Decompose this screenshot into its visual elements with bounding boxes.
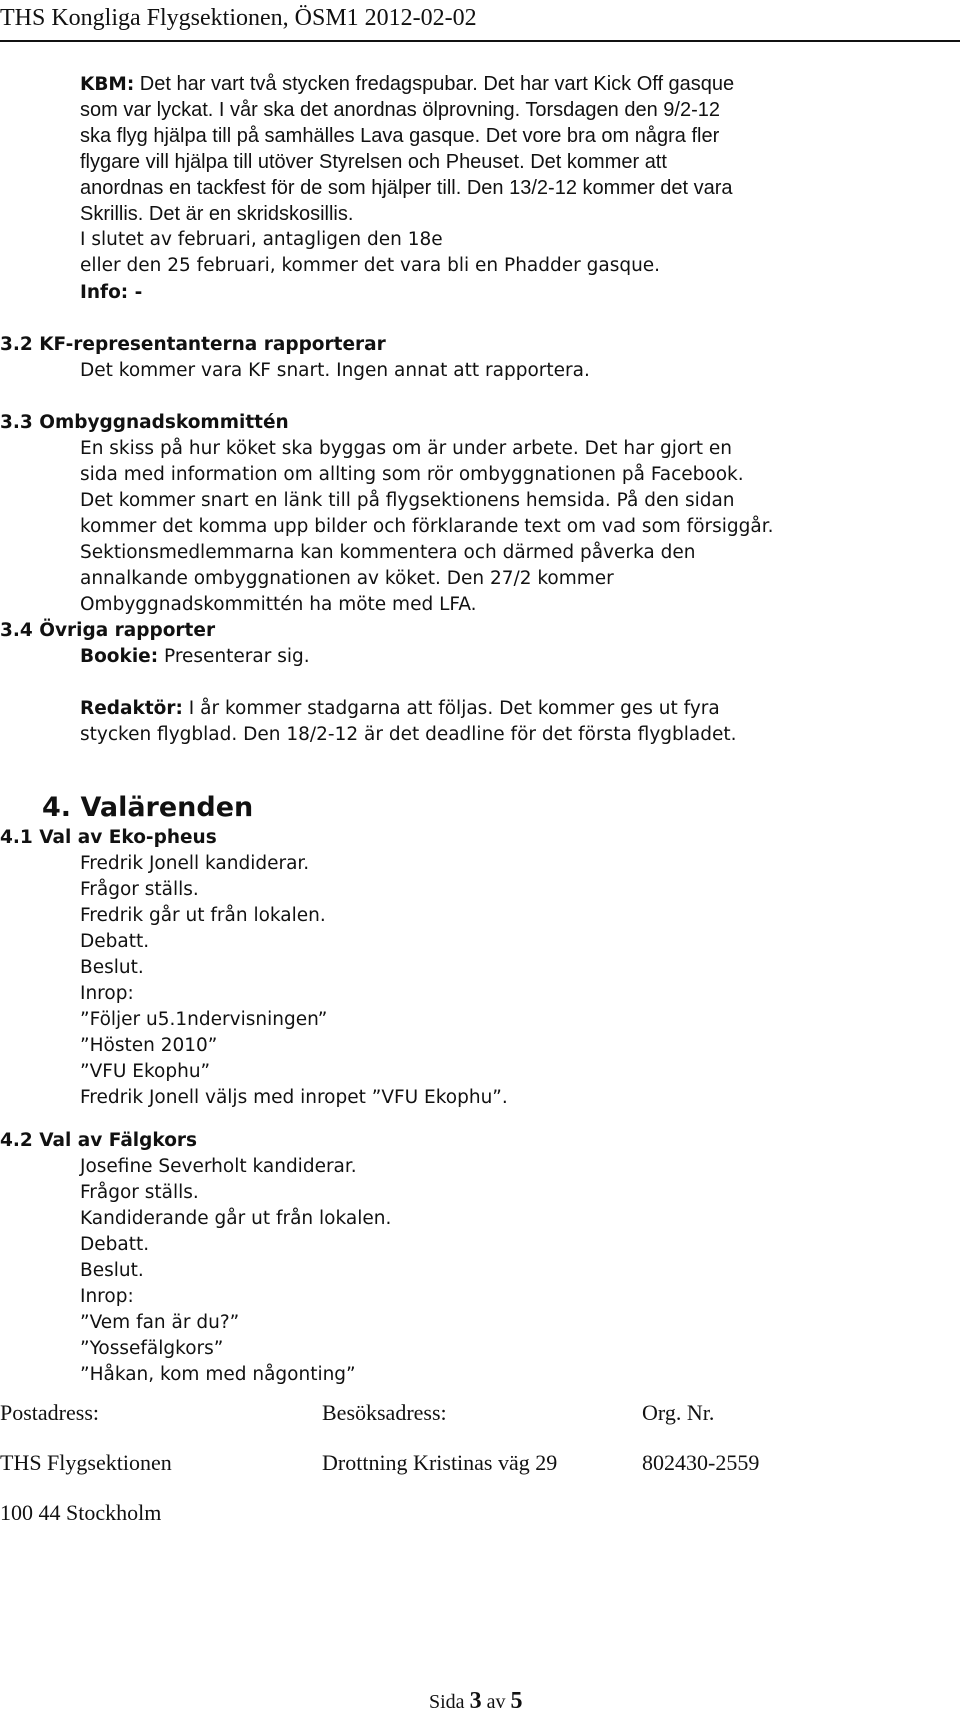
text-line: På den sidan [610, 490, 735, 511]
kbm-line: flygare vill hjälpa till utöver Styrelsen och Pheuset. Det kommer att [80, 151, 667, 173]
section-3-3-body [80, 436, 774, 618]
kbm-line: anordnas en tackfest för de som hjälper till. Den 13/2-12 kommer det vara [80, 177, 733, 199]
text-line: Frågor ställs. [80, 879, 199, 900]
section-4-1-body [80, 851, 508, 1111]
kbm-line: eller den 25 februari, kommer det vara bli en Phadder gasque. [80, 255, 661, 276]
section-3-2-heading: 3.2 KF-representanterna rapporterar [0, 334, 386, 355]
section-3-2-body [80, 358, 590, 384]
text-line: Debatt. [80, 1234, 150, 1255]
redaktor-label: Redaktör: [80, 698, 183, 719]
page-number [429, 1688, 522, 1715]
section-4-1-heading: 4.1 Val av Eko-pheus [0, 827, 217, 848]
section-4-heading: 4. Valärenden [42, 792, 254, 823]
text-line: ”Yossefälgkors” [80, 1338, 224, 1359]
text-line: Fredrik Jonell väljs med inropet ”VFU Ekophu”. [80, 1087, 508, 1108]
text-line: Beslut. [80, 957, 144, 978]
text-line: Fredrik går ut från lokalen. [80, 905, 326, 926]
section-3-4-body [80, 644, 737, 748]
page-current: 3 [469, 1688, 482, 1714]
text-line: ”VFU Ekophu” [80, 1061, 211, 1082]
section-4-2-heading: 4.2 Val av Fälgkors [0, 1130, 198, 1151]
text-line: Ombyggnadskommittén ha möte med LFA. [80, 594, 477, 615]
footer-postadress-label: Postadress: [0, 1400, 99, 1425]
kbm-line: Skrillis. [80, 203, 144, 225]
text-line: Det kommer vara KF snart. [80, 360, 331, 381]
text-line: Den 18/2-12 är det deadline för det första flygbladet. [237, 724, 737, 745]
kbm-line: I slutet av februari, antagligen den 18e [80, 229, 443, 250]
text-line: Det har gjort en [578, 438, 733, 459]
footer-org-name: THS Flygsektionen [0, 1450, 172, 1475]
text-line: Debatt. [80, 931, 150, 952]
bookie-label: Bookie: [80, 646, 159, 667]
text-line: Presenterar sig. [158, 646, 310, 667]
section-3-4-heading: 3.4 Övriga rapporter [0, 620, 216, 641]
text-line: Inrop: [80, 1286, 134, 1307]
kbm-line: Det har vart två stycken fredagspubar. Det har vart Kick Off gasque [134, 73, 735, 95]
footer-orgnr-label: Org. Nr. [642, 1400, 715, 1425]
kbm-line: Det är en skridskosillis. [143, 203, 354, 225]
text-line: Sektionsmedlemmarna kan kommentera och därmed påverka den [80, 542, 696, 563]
text-line: Det kommer ges ut fyra [493, 698, 720, 719]
text-line: Beslut. [80, 1260, 144, 1281]
text-line: ”Vem fan är du?” [80, 1312, 240, 1333]
kbm-label: KBM: [80, 74, 135, 95]
text-line: ”Hösten 2010” [80, 1035, 218, 1056]
text-line: Inrop: [80, 983, 134, 1004]
page-prefix: Sida [429, 1691, 470, 1713]
kbm-line: ska flyg hjälpa till på samhälles Lava gasque. Det vore bra om några fler [80, 125, 720, 147]
text-line: Det kommer snart en länk till på flygsektionens hemsida. [80, 490, 611, 511]
page-total: 5 [510, 1688, 523, 1714]
text-line: Kandiderande går ut från lokalen. [80, 1208, 392, 1229]
footer-orgnr: 802430-2559 [642, 1450, 760, 1475]
text-line: Frågor ställs. [80, 1182, 199, 1203]
text-line: Josefine Severholt kandiderar. [80, 1156, 357, 1177]
text-line: Ingen annat att rapportera. [330, 360, 590, 381]
text-line: sida med information om allting som rör ombyggnationen på Facebook. [80, 464, 744, 485]
text-line: ”Håkan, kom med någonting” [80, 1364, 356, 1385]
info-line: Info: - [80, 282, 143, 303]
header-rule [0, 40, 960, 42]
section-3-3-heading: 3.3 Ombyggnadskommittén [0, 412, 289, 433]
text-line: I år kommer stadgarna att följas. [182, 698, 494, 719]
text-line: En skiss på hur köket ska byggas om är under arbete. [80, 438, 579, 459]
document-header: THS Kongliga Flygsektionen, ÖSM1 2012-02-02 [0, 5, 477, 31]
footer-besoksadress-label: Besöksadress: [322, 1400, 447, 1425]
text-line: Den 27/2 kommer [440, 568, 614, 589]
footer-street: Drottning Kristinas väg 29 [322, 1450, 558, 1475]
kbm-section [80, 71, 734, 279]
text-line: annalkande ombyggnationen av köket. [80, 568, 441, 589]
page-mid: av [481, 1691, 511, 1713]
text-line: kommer det komma upp bilder och förklarande text om vad som försiggår. [80, 516, 774, 537]
text-line: stycken flygblad. [80, 724, 238, 745]
section-4-2-body [80, 1154, 391, 1388]
text-line: Fredrik Jonell kandiderar. [80, 853, 310, 874]
footer-city: 100 44 Stockholm [0, 1500, 162, 1525]
kbm-line: som var lyckat. I vår ska det anordnas ölprovning. Torsdagen den 9/2-12 [80, 99, 720, 121]
text-line: ”Följer u5.1ndervisningen” [80, 1009, 328, 1030]
